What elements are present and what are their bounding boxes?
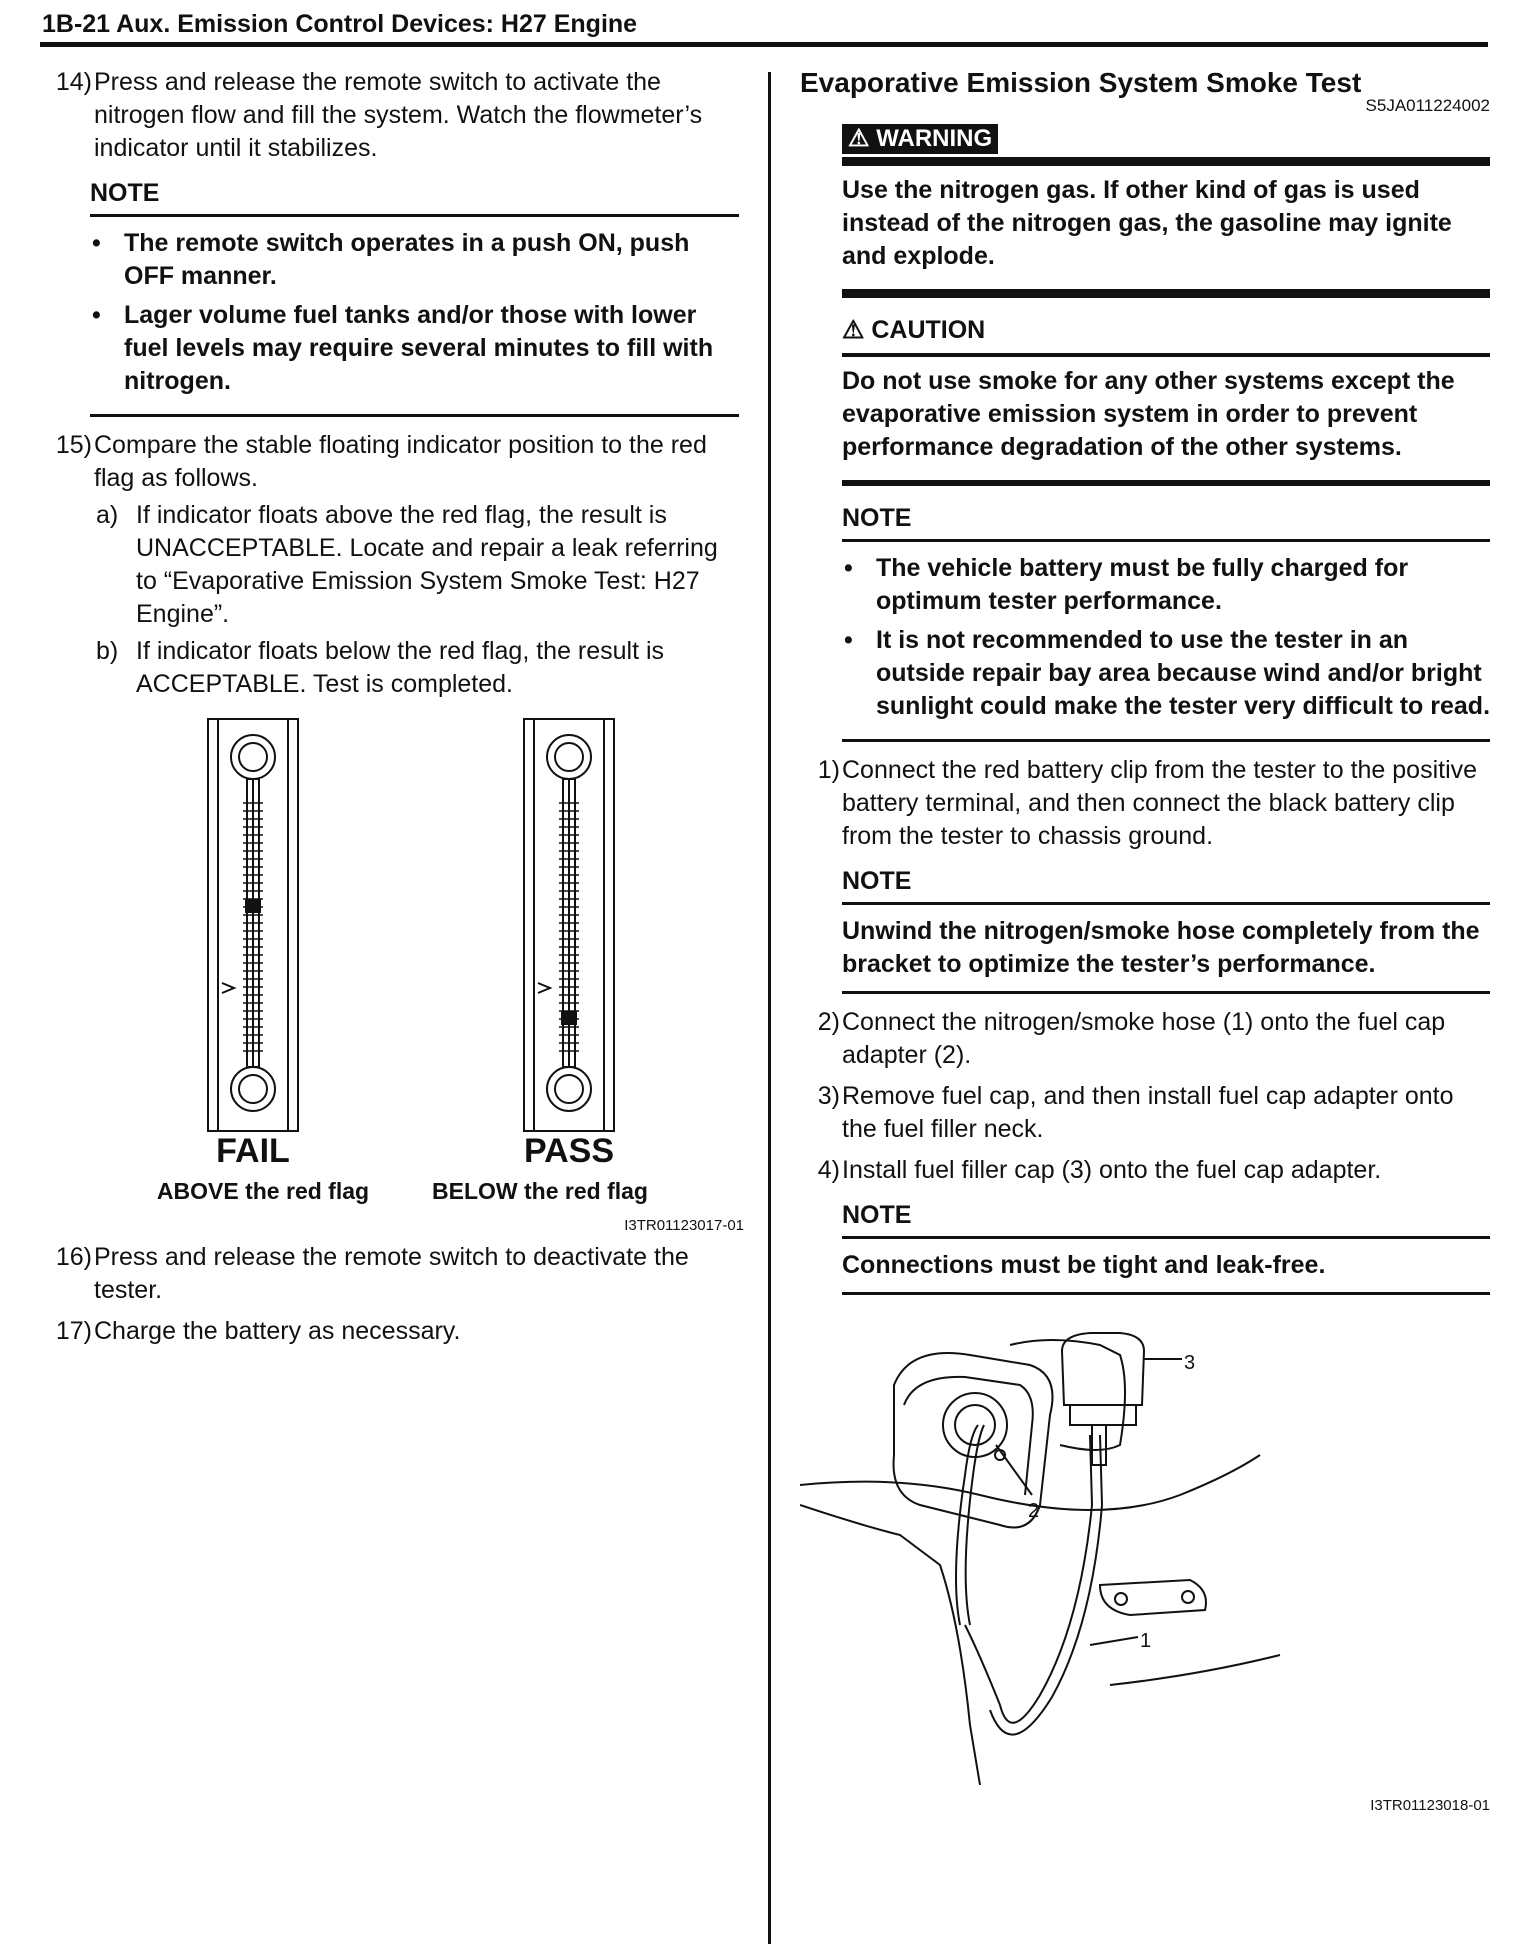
callout-3: 3 [1184,1352,1196,1374]
step-number: 3) [817,1082,840,1110]
step-text: Press and release the remote switch to deactivate the tester. [94,1243,689,1304]
float-indicator-fail [245,899,261,913]
note-bullet [842,624,1490,723]
section-title: Evaporative Emission System Smoke Test [800,67,1362,98]
leader-1 [1090,1637,1138,1645]
note-remote-switch [90,177,739,417]
step-text: Press and release the remote switch to activate the nitrogen flow and fill the system. Watch the flowmeter’s indicator until it stabilizes. [94,68,703,162]
step-number: 16) [55,1243,92,1271]
figure-code: I3TR01123018-01 [1370,1797,1490,1814]
step-16 [44,1241,739,1307]
step-number: 4) [817,1156,840,1184]
section-code: S5JA011224002 [1365,96,1490,115]
note-battery [842,502,1490,742]
fuel-cap [1062,1333,1144,1405]
page-header [40,6,1488,47]
caution-heading-label: CAUTION [871,316,986,344]
warning-tag [842,124,998,154]
sub-step-text: If indicator floats below the red flag, the result is ACCEPTABLE. Test is completed. [136,637,665,698]
note-connections [842,1199,1490,1295]
hose-right [965,1435,1092,1723]
warning-block [842,122,1490,298]
warning-tag-label: WARNING [876,125,993,152]
column-divider [768,72,771,1944]
step-text: Connect the red battery clip from the tester to the positive battery terminal, and then connect the black battery clip from the tester to chassis ground. [842,756,1478,850]
warning-body [842,157,1490,298]
fuel-cap-illustration [800,1325,1490,1785]
caution-heading [842,314,1490,357]
note-heading: NOTE [842,865,1490,905]
step-1 [800,754,1490,853]
sub-step-text: If indicator floats above the red flag, the result is UNACCEPTABLE. Locate and repair a leak referring to “Evaporative Emission System Smoke Test: H27 Engine”. [136,501,718,628]
note-hose [842,865,1490,994]
figure-code: I3TR01123017-01 [624,1217,744,1234]
step-text: Compare the stable floating indicator position to the red flag as follows. [94,431,707,492]
step-number: 15) [55,431,92,459]
step-17 [44,1315,739,1348]
step-3 [800,1080,1490,1146]
note-heading: NOTE [90,177,739,217]
note-bullet [90,299,739,398]
sub-step-mark: a) [96,501,119,529]
sub-step-b [94,635,739,701]
sub-step-mark: b) [96,637,119,665]
step-14 [44,66,739,165]
bullet-dot: • [92,301,101,329]
note-text: Unwind the nitrogen/smoke hose completely from the bracket to optimize the tester’s performance. [842,917,1480,978]
bullet-dot: • [92,229,101,257]
step-number: 17) [55,1317,92,1345]
bullet-text: It is not recommended to use the tester in an outside repair bay area because wind and/or bright sunlight could make the tester very difficult to read. [876,626,1491,720]
note-heading: NOTE [842,1199,1490,1239]
callout-2: 2 [1028,1500,1040,1522]
step-number: 14) [55,68,92,96]
step-4 [800,1154,1490,1187]
sub-step-a [94,499,739,631]
fuel-cap-adapter [1070,1405,1136,1425]
step-text: Connect the nitrogen/smoke hose (1) onto the fuel cap adapter (2). [842,1008,1446,1069]
flowmeter-pass [524,719,614,1131]
step-text: Install fuel filler cap (3) onto the fuel cap adapter. [842,1156,1382,1184]
float-indicator-pass [561,1011,577,1025]
bullet-text: Lager volume fuel tanks and/or those with lower fuel levels may require several minutes to fill with nitrogen. [124,301,714,395]
warning-icon: ⚠ [848,125,877,152]
step-15 [44,429,739,701]
caution-text: Do not use smoke for any other systems except the evaporative emission system in order to prevent performance degradation of the other systems. [842,357,1490,486]
flowmeter-illustration [44,711,744,1161]
right-column [800,66,1490,1815]
step-number: 1) [817,756,840,784]
note-bullet [90,227,739,293]
bullet-text: The vehicle battery must be fully charged for optimum tester performance. [876,554,1409,615]
bullet-text: The remote switch operates in a push ON, push OFF manner. [124,229,690,290]
note-text: Connections must be tight and leak-free. [842,1251,1326,1279]
bullet-dot: • [844,626,853,654]
caution-block [842,314,1490,486]
step-2 [800,1006,1490,1072]
note-heading: NOTE [842,502,1490,542]
pass-label: PASS [523,1132,615,1170]
callout-1: 1 [1140,1630,1152,1652]
filler-neck-inner [955,1405,995,1445]
page-title: 1B-21 Aux. Emission Control Devices: H27 Engine [42,10,638,38]
caution-icon: ⚠ [842,316,872,344]
bullet-dot: • [844,554,853,582]
flowmeter-fail [208,719,298,1131]
fail-label: FAIL [216,1132,290,1170]
flowmeter-figure [44,711,744,1241]
fuel-cap-adapter-figure [800,1325,1490,1815]
step-body [94,429,739,701]
pass-caption: BELOW the red flag [432,1178,648,1204]
step-number: 2) [817,1008,840,1036]
left-column [44,66,744,1356]
note-bullet [842,552,1490,618]
warning-text: Use the nitrogen gas. If other kind of gas is used instead of the nitrogen gas, the gasoline may ignite and explode. [842,174,1490,298]
step-text: Remove fuel cap, and then install fuel cap adapter onto the fuel filler neck. [842,1082,1454,1143]
fail-caption: ABOVE the red flag [156,1178,370,1204]
filler-door [1010,1340,1125,1450]
step-text: Charge the battery as necessary. [94,1317,461,1345]
